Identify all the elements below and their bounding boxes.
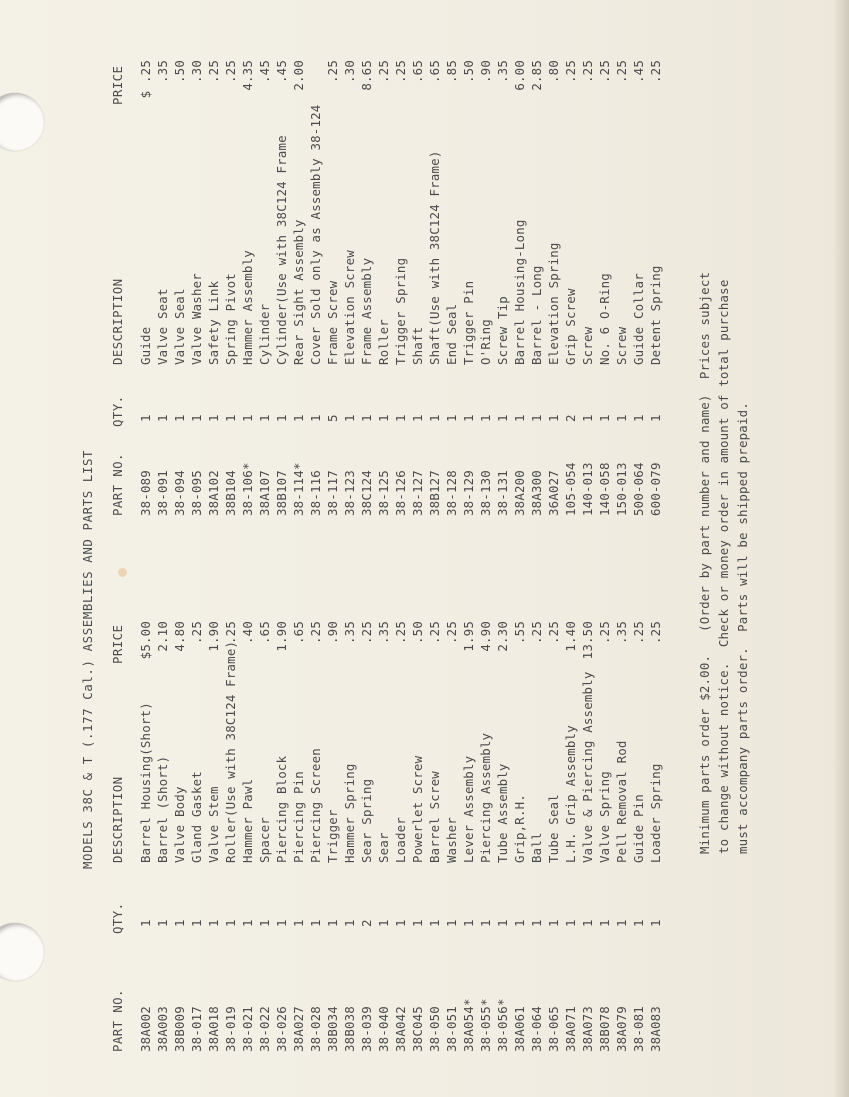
quantity-cell: 1	[648, 414, 663, 422]
description-cell: Piercing Assembly	[478, 732, 493, 863]
description-cell: Barrel Screw	[427, 771, 442, 863]
description-cell: Washer	[444, 817, 459, 863]
price-cell: .55	[512, 621, 527, 644]
part-number-cell: 38A200	[512, 470, 527, 516]
price-cell: .25	[563, 60, 578, 83]
quantity-cell: 1	[393, 919, 408, 927]
quantity-cell: 1	[223, 919, 238, 927]
part-number-cell: 38-117	[325, 470, 340, 516]
price-cell: 2.00	[291, 60, 306, 91]
price-cell: .35	[376, 621, 391, 644]
quantity-cell: 1	[257, 919, 272, 927]
part-number-cell: 38-051	[444, 1006, 459, 1052]
description-cell: Piercing Block	[274, 755, 289, 863]
part-number-cell: 140-013	[580, 462, 595, 516]
part-number-cell: 38B127	[427, 470, 442, 516]
part-number-cell: 38A071	[563, 1006, 578, 1052]
quantity-cell: 1	[478, 414, 493, 422]
price-cell: .45	[631, 60, 646, 83]
price-cell: .65	[427, 60, 442, 83]
price-cell: .35	[155, 60, 170, 83]
quantity-cell: 1	[461, 414, 476, 422]
part-number-cell: 38B034	[325, 1006, 340, 1052]
quantity-cell: 1	[563, 919, 578, 927]
part-number-cell: 38-019	[223, 1006, 238, 1052]
description-cell: Hammer Spring	[342, 763, 357, 863]
part-number-cell: 38-017	[189, 1006, 204, 1052]
quantity-cell: 1	[631, 414, 646, 422]
part-number-cell: 38-116	[308, 470, 323, 516]
quantity-cell: 1	[308, 414, 323, 422]
description-cell: Rear Sight Assembly	[291, 219, 306, 365]
quantity-cell: 1	[325, 919, 340, 927]
price-cell: 1.90	[206, 621, 221, 652]
quantity-cell: 1	[342, 414, 357, 422]
description-cell: Trigger Spring	[393, 257, 408, 365]
description-cell: Cylinder	[257, 303, 272, 365]
price-cell: .25	[444, 621, 459, 644]
description-cell: Trigger Pin	[461, 280, 476, 365]
price-cell: .30	[342, 60, 357, 83]
price-cell: 6.00	[512, 60, 527, 91]
part-number-cell: 38-128	[444, 470, 459, 516]
quantity-cell: 1	[495, 919, 510, 927]
part-number-cell: 38-114*	[291, 462, 306, 516]
description-cell: Valve & Piercing Assembly	[580, 671, 595, 863]
quantity-cell: 1	[478, 919, 493, 927]
left-header-qty: QTY.	[110, 902, 125, 934]
quantity-cell: 1	[376, 414, 391, 422]
part-number-cell: 38A102	[206, 470, 221, 516]
price-cell: .25	[614, 60, 629, 83]
part-number-cell: 140-058	[597, 462, 612, 516]
part-number-cell: 38-055*	[478, 998, 493, 1052]
quantity-cell: 1	[597, 414, 612, 422]
part-number-cell: 38-127	[410, 470, 425, 516]
price-cell: 4.90	[478, 621, 493, 652]
quantity-cell: 1	[274, 414, 289, 422]
description-cell: Hammer Assembly	[240, 250, 255, 365]
quantity-cell: 2	[359, 919, 374, 927]
description-cell: Powerlet Screw	[410, 755, 425, 863]
price-cell: $ .25	[138, 60, 153, 99]
price-cell: .25	[223, 621, 238, 644]
quantity-cell: 1	[138, 919, 153, 927]
part-number-cell: 38-125	[376, 470, 391, 516]
part-number-cell: 38-040	[376, 1006, 391, 1052]
quantity-cell: 1	[393, 414, 408, 422]
quantity-cell: 1	[427, 414, 442, 422]
description-cell: No. 6 O-Ring	[597, 273, 612, 365]
quantity-cell: 1	[172, 414, 187, 422]
quantity-cell: 1	[495, 414, 510, 422]
part-number-cell: 105-054	[563, 462, 578, 516]
description-cell: Frame Screw	[325, 280, 340, 365]
price-cell: .80	[546, 60, 561, 83]
page-title: MODELS 38C & T (.177 Cal.) ASSEMBLIES AND PARTS LIST	[80, 449, 95, 869]
quantity-cell: 1	[580, 919, 595, 927]
part-number-cell: 36A027	[546, 470, 561, 516]
part-number-cell: 38-123	[342, 470, 357, 516]
part-number-cell: 38-095	[189, 470, 204, 516]
price-cell: .25	[580, 60, 595, 83]
description-cell: Elevation Screw	[342, 250, 357, 365]
part-number-cell: 38-039	[359, 1006, 374, 1052]
description-cell: Shaft(Use with 38C124 Frame)	[427, 150, 442, 365]
part-number-cell: 38A018	[206, 1006, 221, 1052]
price-cell: .35	[342, 621, 357, 644]
description-cell: Frame Assembly	[359, 257, 374, 365]
price-cell: .65	[291, 621, 306, 644]
quantity-cell: 1	[257, 414, 272, 422]
description-cell: Barrel Housing(Short)	[138, 702, 153, 863]
price-cell: .50	[410, 621, 425, 644]
right-header-description: DESCRIPTION	[110, 278, 125, 365]
description-cell: Sear Spring	[359, 778, 374, 863]
part-number-cell: 38-126	[393, 470, 408, 516]
quantity-cell: 1	[172, 919, 187, 927]
part-number-cell: 150-013	[614, 462, 629, 516]
price-cell: .25	[529, 621, 544, 644]
part-number-cell: 38A003	[155, 1006, 170, 1052]
quantity-cell: 1	[138, 414, 153, 422]
part-number-cell: 38-106*	[240, 462, 255, 516]
part-number-cell: 600-079	[648, 462, 663, 516]
quantity-cell: 1	[529, 919, 544, 927]
price-cell: .25	[359, 621, 374, 644]
price-cell: .25	[325, 60, 340, 83]
quantity-cell: 1	[410, 919, 425, 927]
part-number-cell: 38-056*	[495, 998, 510, 1052]
description-cell: Piercing Pin	[291, 771, 306, 863]
price-cell: 4.35	[240, 60, 255, 91]
price-cell: .90	[325, 621, 340, 644]
description-cell: Cylinder(Use with 38C124 Frame	[274, 135, 289, 365]
part-number-cell: 38-065	[546, 1006, 561, 1052]
price-cell: 2.85	[529, 60, 544, 91]
quantity-cell: 1	[206, 919, 221, 927]
part-number-cell: 38A054*	[461, 998, 476, 1052]
quantity-cell: 1	[580, 414, 595, 422]
part-number-cell: 38A079	[614, 1006, 629, 1052]
price-cell: 4.80	[172, 621, 187, 652]
price-cell: .45	[257, 60, 272, 83]
description-cell: Piercing Screen	[308, 748, 323, 863]
description-cell: Barrel - Long	[529, 265, 544, 365]
description-cell: Loader Spring	[648, 763, 663, 863]
right-header-qty: QTY.	[110, 395, 125, 427]
quantity-cell: 1	[376, 919, 391, 927]
quantity-cell: 1	[512, 919, 527, 927]
description-cell: Safety Link	[206, 280, 221, 365]
description-cell: Grip Screw	[563, 288, 578, 365]
part-number-cell: 38-089	[138, 470, 153, 516]
price-cell: 8.65	[359, 60, 374, 91]
price-cell: .65	[257, 621, 272, 644]
quantity-cell: 1	[444, 919, 459, 927]
quantity-cell: 1	[240, 919, 255, 927]
quantity-cell: 1	[308, 919, 323, 927]
description-cell: Pell Removal Rod	[614, 740, 629, 863]
price-cell: .35	[495, 60, 510, 83]
part-number-cell: 38A107	[257, 470, 272, 516]
part-number-cell: 38-064	[529, 1006, 544, 1052]
description-cell: End Seal	[444, 303, 459, 365]
description-cell: Elevation Spring	[546, 242, 561, 365]
description-cell: Valve Spring	[597, 771, 612, 863]
part-number-cell: 38A061	[512, 1006, 527, 1052]
price-cell: .25	[648, 60, 663, 83]
price-cell: .25	[597, 60, 612, 83]
footer-line-2: to change without notice. Check or money order in amount of total purchase	[716, 279, 731, 854]
price-cell: .25	[206, 60, 221, 83]
price-cell: .45	[274, 60, 289, 83]
price-cell: .25	[308, 621, 323, 644]
part-number-cell: 38-129	[461, 470, 476, 516]
price-cell: .25	[631, 621, 646, 644]
description-cell: Lever Assembly	[461, 755, 476, 863]
quantity-cell: 1	[529, 414, 544, 422]
quantity-cell: 1	[274, 919, 289, 927]
quantity-cell: 1	[631, 919, 646, 927]
description-cell: Barrel Housing-Long	[512, 219, 527, 365]
description-cell: Spacer	[257, 817, 272, 863]
description-cell: Tube Seal	[546, 794, 561, 863]
quantity-cell: 1	[291, 919, 306, 927]
part-number-cell: 38A300	[529, 470, 544, 516]
price-cell: 13.50	[580, 621, 595, 660]
quantity-cell: 1	[291, 414, 306, 422]
part-number-cell: 38C045	[410, 1006, 425, 1052]
description-cell: Sear	[376, 832, 391, 863]
part-number-cell: 500-064	[631, 462, 646, 516]
quantity-cell: 1	[342, 919, 357, 927]
part-number-cell: 38-130	[478, 470, 493, 516]
price-cell: .50	[172, 60, 187, 83]
description-cell: Loader	[393, 817, 408, 863]
price-cell: 1.90	[274, 621, 289, 652]
quantity-cell: 1	[359, 414, 374, 422]
price-cell: 1.95	[461, 621, 476, 652]
right-header-part-no: PART NO.	[110, 453, 125, 516]
price-cell: .90	[478, 60, 493, 83]
description-cell: Cover Sold only as Assembly 38-124	[308, 104, 323, 365]
price-cell: .25	[597, 621, 612, 644]
footer-line-1: Minimum parts order $2.00. (Order by part number and name) Prices subject	[697, 271, 712, 854]
part-number-cell: 38A027	[291, 1006, 306, 1052]
price-cell: .25	[376, 60, 391, 83]
quantity-cell: 1	[461, 919, 476, 927]
quantity-cell: 1	[206, 414, 221, 422]
part-number-cell: 38A073	[580, 1006, 595, 1052]
part-number-cell: 38A002	[138, 1006, 153, 1052]
right-header-price: PRICE	[110, 65, 125, 105]
part-number-cell: 38B038	[342, 1006, 357, 1052]
description-cell: Valve Stem	[206, 786, 221, 863]
description-cell: Trigger	[325, 809, 340, 863]
description-cell: Tube Assembly	[495, 763, 510, 863]
quantity-cell: 1	[648, 919, 663, 927]
part-number-cell: 38-050	[427, 1006, 442, 1052]
price-cell: .65	[410, 60, 425, 83]
description-cell: Roller	[376, 319, 391, 365]
quantity-cell: 1	[512, 414, 527, 422]
part-number-cell: 38-028	[308, 1006, 323, 1052]
description-cell: L.H. Grip Assembly	[563, 725, 578, 863]
price-cell: $5.00	[138, 621, 153, 660]
part-number-cell: 38C124	[359, 470, 374, 516]
quantity-cell: 1	[240, 414, 255, 422]
description-cell: Valve Seal	[172, 288, 187, 365]
price-cell: .35	[614, 621, 629, 644]
part-number-cell: 38-026	[274, 1006, 289, 1052]
price-cell: 1.40	[563, 621, 578, 652]
price-cell: .25	[393, 621, 408, 644]
price-cell: .25	[427, 621, 442, 644]
price-cell: .25	[648, 621, 663, 644]
description-cell: Screw Tip	[495, 296, 510, 365]
left-header-part-no: PART NO.	[110, 989, 125, 1052]
quantity-cell: 2	[563, 414, 578, 422]
quantity-cell: 1	[155, 919, 170, 927]
price-cell: .25	[393, 60, 408, 83]
description-cell: Barrel (Short)	[155, 755, 170, 863]
price-cell: .25	[223, 60, 238, 83]
description-cell: Roller(Use with 38C124 Frame)	[223, 640, 238, 863]
part-number-cell: 38B104	[223, 470, 238, 516]
price-cell: .25	[546, 621, 561, 644]
left-header-price: PRICE	[110, 624, 125, 664]
description-cell: Guide	[138, 326, 153, 365]
description-cell: Screw	[580, 326, 595, 365]
price-cell: 2.30	[495, 621, 510, 652]
quantity-cell: 1	[189, 414, 204, 422]
quantity-cell: 1	[189, 919, 204, 927]
quantity-cell: 1	[155, 414, 170, 422]
price-cell: .25	[189, 621, 204, 644]
part-number-cell: 38B009	[172, 1006, 187, 1052]
price-cell: .30	[189, 60, 204, 83]
description-cell: Hammer Pawl	[240, 778, 255, 863]
description-cell: Ball	[529, 832, 544, 863]
quantity-cell: 1	[546, 414, 561, 422]
description-cell: Gland Gasket	[189, 771, 204, 863]
part-number-cell: 38-081	[631, 1006, 646, 1052]
description-cell: Guide Collar	[631, 273, 646, 365]
description-cell: Valve Body	[172, 786, 187, 863]
quantity-cell: 1	[614, 414, 629, 422]
description-cell: Spring Pivot	[223, 273, 238, 365]
description-cell: Guide Pin	[631, 794, 646, 863]
part-number-cell: 38-091	[155, 470, 170, 516]
quantity-cell: 1	[614, 919, 629, 927]
description-cell: Valve Seat	[155, 288, 170, 365]
description-cell: Valve Washer	[189, 273, 204, 365]
footer-line-3: must accompany parts order. Parts will be shipped prepaid.	[735, 402, 750, 854]
quantity-cell: 1	[410, 414, 425, 422]
part-number-cell: 38-131	[495, 470, 510, 516]
quantity-cell: 5	[325, 414, 340, 422]
description-cell: O'Ring	[478, 319, 493, 365]
quantity-cell: 1	[427, 919, 442, 927]
quantity-cell: 1	[223, 414, 238, 422]
left-header-description: DESCRIPTION	[110, 776, 125, 863]
description-cell: Detent Spring	[648, 265, 663, 365]
price-cell: 2.10	[155, 621, 170, 652]
quantity-cell: 1	[546, 919, 561, 927]
description-cell: Screw	[614, 326, 629, 365]
price-cell: .40	[240, 621, 255, 644]
part-number-cell: 38-094	[172, 470, 187, 516]
part-number-cell: 38-021	[240, 1006, 255, 1052]
part-number-cell: 38-022	[257, 1006, 272, 1052]
part-number-cell: 38B078	[597, 1006, 612, 1052]
quantity-cell: 1	[597, 919, 612, 927]
price-cell: .50	[461, 60, 476, 83]
part-number-cell: 38A042	[393, 1006, 408, 1052]
description-cell: Grip,R.H.	[512, 794, 527, 863]
part-number-cell: 38A083	[648, 1006, 663, 1052]
price-cell: .85	[444, 60, 459, 83]
part-number-cell: 38B107	[274, 470, 289, 516]
quantity-cell: 1	[444, 414, 459, 422]
description-cell: Shaft	[410, 326, 425, 365]
